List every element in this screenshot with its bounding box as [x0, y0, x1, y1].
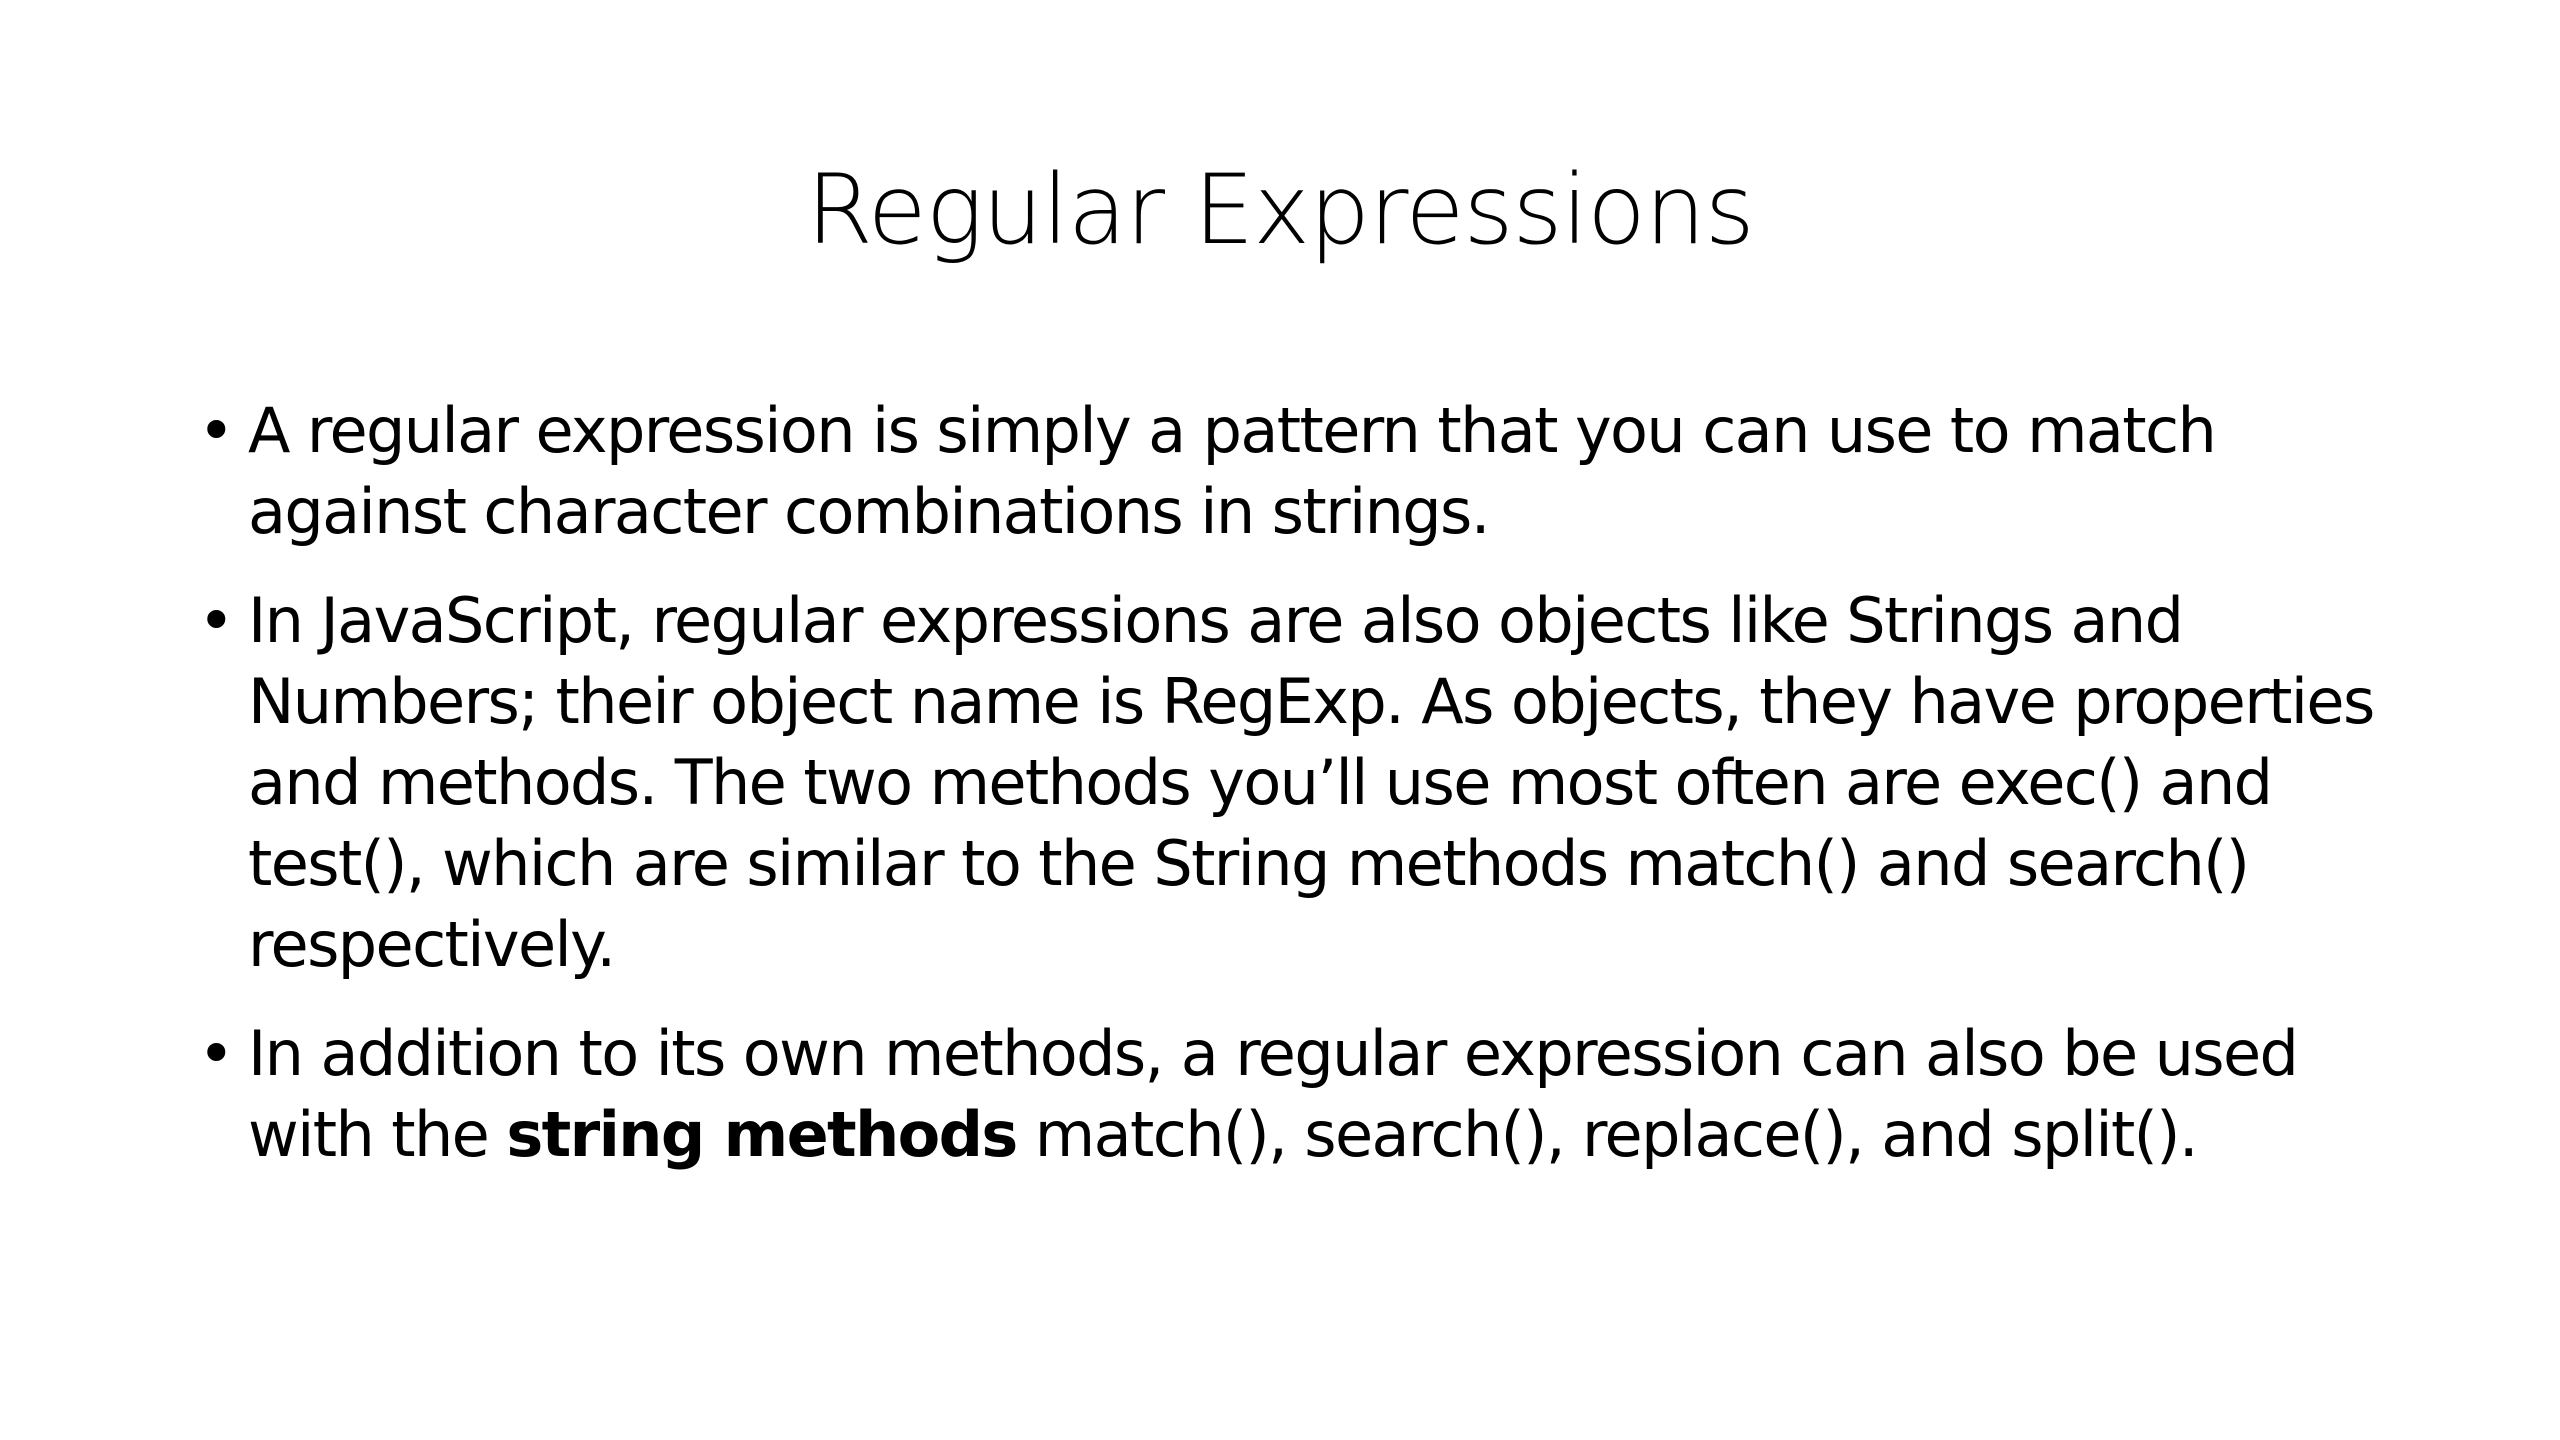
slide-title: Regular Expressions [806, 154, 1754, 266]
bullet-item [200, 390, 2440, 552]
bullet-item [200, 1013, 2440, 1175]
bullet-text-part: In addition to its own methods, a regular expression can also be used with the [248, 1017, 2298, 1171]
bullet-text: A regular expression is simply a pattern that you can use to match against character combinations in strings. [248, 394, 2216, 548]
bullet-dot-icon: • [198, 584, 233, 657]
bullet-text-emphasis: string methods [506, 1098, 1017, 1171]
bullet-text-part: match(), search(), replace(), and split(). [1016, 1098, 2197, 1171]
bullet-item [200, 580, 2440, 985]
bullet-list [200, 390, 2440, 1203]
bullet-text [248, 1017, 2297, 1171]
bullet-dot-icon: • [198, 394, 233, 467]
bullet-dot-icon: • [198, 1017, 233, 1090]
bullet-text: In JavaScript, regular expressions are also objects like Strings and Numbers; their object name is RegExp. As objects, they have properties and methods. The two methods you’ll use most often are exec() and test(), which are similar to the String methods match() and search() respectively. [248, 584, 2374, 981]
